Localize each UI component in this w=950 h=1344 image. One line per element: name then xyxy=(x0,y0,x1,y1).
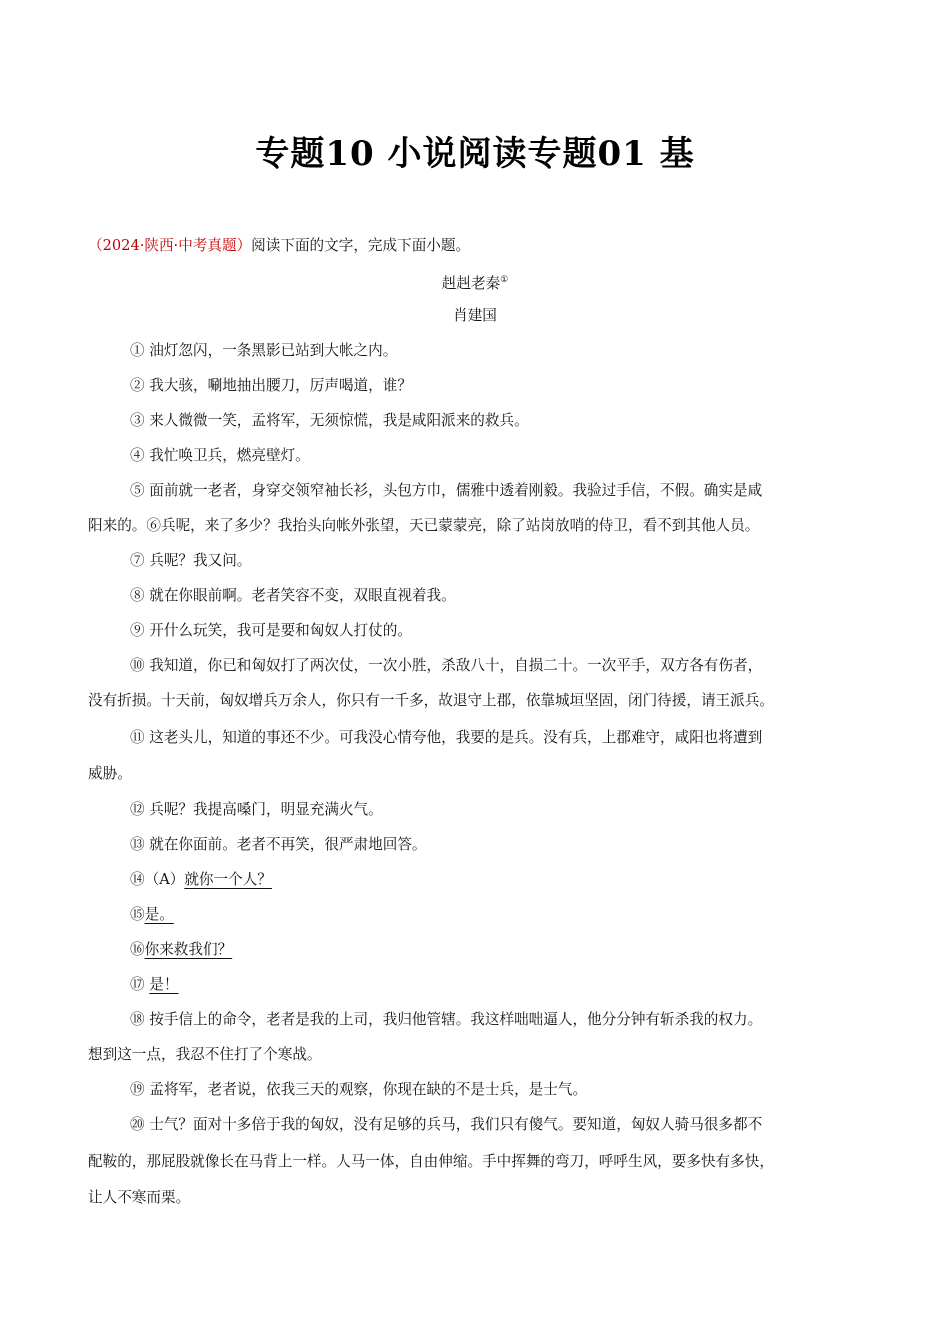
source-tag: （2024·陕西·中考真题） xyxy=(88,237,252,254)
paragraph-17-underlined: 是！ xyxy=(149,976,179,993)
footnote-marker: ① xyxy=(500,275,509,285)
paragraph-7: ⑦ 兵呢？我又问。 xyxy=(130,552,252,569)
paragraph-15 xyxy=(130,905,920,925)
paragraph-16 xyxy=(130,940,920,960)
paragraph-5: ⑤ 面前就一老者，身穿交领窄袖长衫，头包方巾，儒雅中透着刚毅。我验过手信，不假。确实是咸 xyxy=(130,482,763,499)
story-title-text: 赳赳老秦 xyxy=(441,275,501,292)
paragraph-16-number: ⑯ xyxy=(130,941,145,958)
paragraph-5-cont: 阳来的。⑥兵呢，来了多少？我抬头向帐外张望，天已蒙蒙亮，除了站岗放哨的侍卫，看不到其他人员。 xyxy=(88,517,760,534)
instruction: 阅读下面的文字，完成下面小题。 xyxy=(251,237,471,254)
paragraph-14 xyxy=(130,870,920,890)
paragraph-2: ② 我大骇，唰地抽出腰刀，厉声喝道，谁？ xyxy=(130,377,412,394)
paragraph-20-end: 让人不寒而栗。 xyxy=(88,1189,191,1206)
paragraph-19: ⑲ 孟将军，老者说，依我三天的观察，你现在缺的不是士兵，是士气。 xyxy=(130,1081,588,1098)
paragraph-14-underlined: 就你一个人？ xyxy=(184,871,272,888)
paragraph-1: ① 油灯忽闪，一条黑影已站到大帐之内。 xyxy=(130,342,398,359)
page-title: 专题10 小说阅读专题01 基 xyxy=(255,134,695,174)
paragraph-13: ⑬ 就在你面前。老者不再笑，很严肃地回答。 xyxy=(130,836,427,853)
paragraph-20: ⑳ 士气？面对十多倍于我的匈奴，没有足够的兵马，我们只有傻气。要知道，匈奴人骑马很多都不 xyxy=(130,1116,763,1133)
paragraph-17-number: ⑰ xyxy=(130,976,150,993)
paragraph-11-cont: 威胁。 xyxy=(88,765,132,782)
paragraph-3: ③ 来人微微一笑，孟将军，无须惊慌，我是咸阳派来的救兵。 xyxy=(130,412,529,429)
paragraph-12: ⑫ 兵呢？我提高嗓门，明显充满火气。 xyxy=(130,801,383,818)
paragraph-10: ⑩ 我知道，你已和匈奴打了两次仗，一次小胜，杀敌八十，自损二十。一次平手，双方各有伤者， xyxy=(130,657,763,674)
paragraph-10-cont: 没有折损。十天前，匈奴增兵万余人，你只有一千多，故退守上郡，依靠城垣坚固，闭门待援，请王派兵。 xyxy=(88,692,774,709)
story-title xyxy=(0,270,950,294)
paragraph-15-underlined: 是。 xyxy=(144,906,174,923)
paragraph-16-underlined: 你来救我们？ xyxy=(144,941,233,958)
paragraph-14-number: ⑭（A） xyxy=(130,871,185,888)
paragraph-4: ④ 我忙唤卫兵，燃亮壁灯。 xyxy=(130,447,310,464)
author: 肖建国 xyxy=(453,307,497,324)
paragraph-17 xyxy=(130,975,920,995)
paragraph-8: ⑧ 就在你眼前啊。老者笑容不变，双眼直视着我。 xyxy=(130,587,456,604)
paragraph-18: ⑱ 按手信上的命令，老者是我的上司，我归他管辖。我这样咄咄逼人，他分分钟有斩杀我的权力。 xyxy=(130,1011,763,1028)
paragraph-20-cont: 配鞍的，那屁股就像长在马背上一样。人马一体，自由伸缩。手中挥舞的弯刀，呼呼生风，要多快有多快， xyxy=(88,1153,774,1170)
paragraph-15-number: ⑮ xyxy=(130,906,145,923)
paragraph-9: ⑨ 开什么玩笑，我可是要和匈奴人打仗的。 xyxy=(130,622,412,639)
paragraph-11: ⑪ 这老头儿，知道的事还不少。可我没心情夸他，我要的是兵。没有兵，上郡难守，咸阳也将遭到 xyxy=(130,729,763,746)
paragraph-18-cont: 想到这一点，我忍不住打了个寒战。 xyxy=(88,1046,322,1063)
question-header xyxy=(88,236,878,256)
